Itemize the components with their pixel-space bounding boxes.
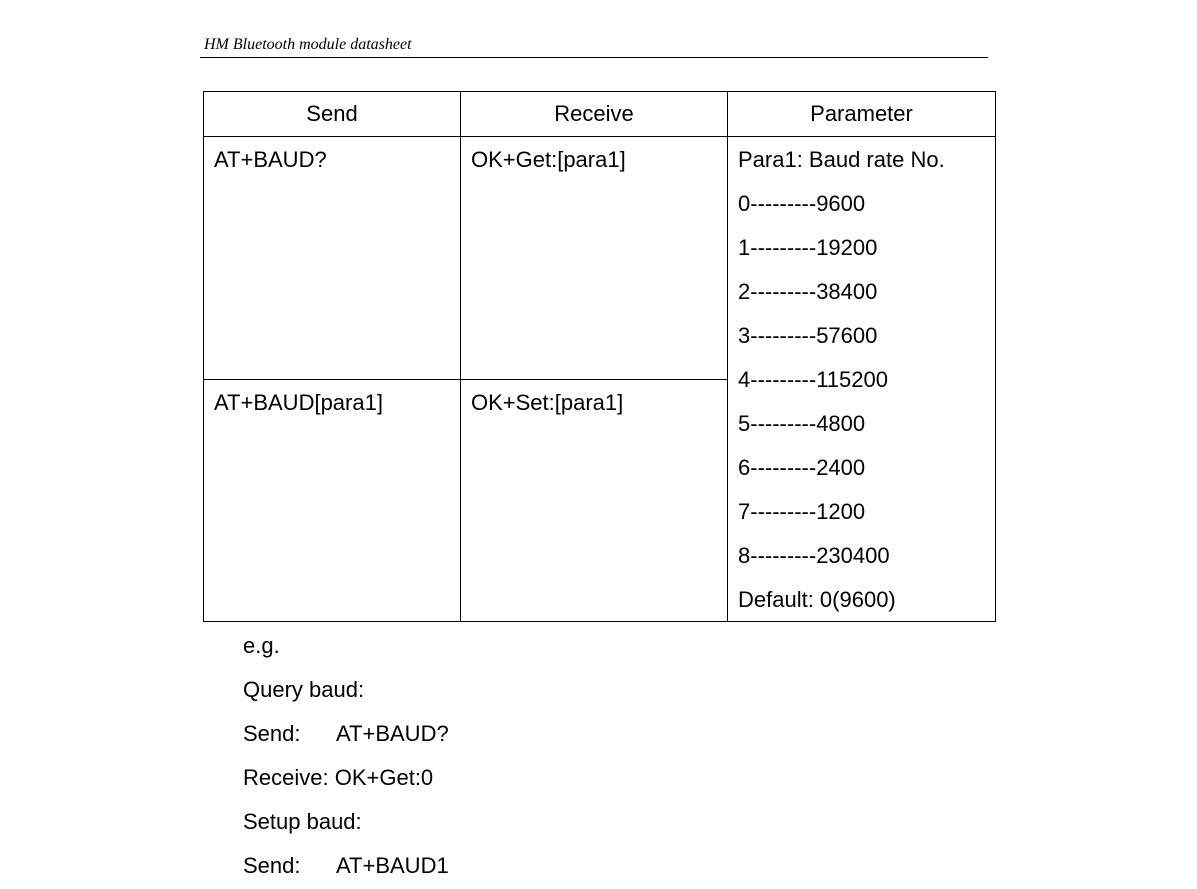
send-value: AT+BAUD1 (336, 853, 449, 878)
baud-rate-item (728, 401, 995, 445)
baud-code: 8 (738, 543, 751, 568)
baud-value: 38400 (816, 279, 878, 304)
baud-rate-item (728, 489, 995, 533)
header-parameter: Parameter (728, 92, 996, 137)
query-send-line (243, 713, 449, 757)
cell-send-set (204, 379, 461, 622)
send-label: Send: (243, 853, 301, 878)
baud-separator: --------- (750, 499, 817, 524)
baud-rate-item (728, 181, 995, 225)
baud-value: 230400 (816, 543, 890, 568)
send-value: AT+BAUD? (336, 721, 449, 746)
header-receive: Receive (461, 92, 728, 137)
example-eg: e.g. (243, 633, 280, 658)
baud-separator: --------- (750, 543, 817, 568)
baud-value: 9600 (816, 191, 866, 216)
baud-code: 6 (738, 455, 751, 480)
send-query-text: AT+BAUD? (214, 147, 327, 172)
baud-separator: --------- (750, 367, 817, 392)
baud-separator: --------- (750, 411, 817, 436)
page-header-title: HM Bluetooth module datasheet (204, 36, 412, 53)
baud-value: 19200 (816, 235, 878, 260)
parameter-title: Para1: Baud rate No. (738, 147, 945, 172)
baud-value: 2400 (816, 455, 866, 480)
baud-rate-item (728, 533, 995, 577)
baud-code: 7 (738, 499, 751, 524)
query-heading: Query baud: (243, 677, 365, 702)
setup-send-line (243, 845, 449, 889)
baud-value: 57600 (816, 323, 878, 348)
cell-parameter (728, 137, 996, 622)
baud-code: 3 (738, 323, 751, 348)
header-divider (200, 57, 988, 58)
receive-query-text: OK+Get:[para1] (471, 147, 626, 172)
table-header-row (204, 92, 996, 137)
baud-value: 1200 (816, 499, 866, 524)
baud-separator: --------- (750, 323, 817, 348)
baud-rate-item (728, 313, 995, 357)
baud-code: 5 (738, 411, 751, 436)
table-row-query (204, 137, 996, 380)
baud-separator: --------- (750, 279, 817, 304)
baud-code: 0 (738, 191, 751, 216)
baud-value: 115200 (816, 367, 888, 392)
cell-receive-set (461, 379, 728, 622)
receive-set-text: OK+Set:[para1] (471, 389, 624, 415)
parameter-default: Default: 0(9600) (738, 587, 896, 612)
receive-value: OK+Get:0 (334, 765, 434, 790)
baud-rate-item (728, 357, 995, 401)
baud-separator: --------- (750, 235, 817, 260)
setup-heading: Setup baud: (243, 809, 362, 834)
query-receive-line (243, 757, 449, 801)
baud-code: 1 (738, 235, 751, 260)
baud-rate-item (728, 225, 995, 269)
baud-separator: --------- (750, 191, 817, 216)
baud-value: 4800 (816, 411, 866, 436)
cell-send-query (204, 137, 461, 380)
baud-code: 2 (738, 279, 751, 304)
example-section (243, 625, 449, 889)
baud-code: 4 (738, 367, 751, 392)
baud-separator: --------- (750, 455, 817, 480)
receive-label: Receive: (243, 765, 329, 790)
send-set-text: AT+BAUD[para1] (214, 389, 383, 415)
send-label: Send: (243, 721, 301, 746)
baud-rate-item (728, 269, 995, 313)
cell-receive-query (461, 137, 728, 380)
baud-command-table (203, 91, 996, 622)
header-send: Send (204, 92, 461, 137)
baud-rate-item (728, 445, 995, 489)
